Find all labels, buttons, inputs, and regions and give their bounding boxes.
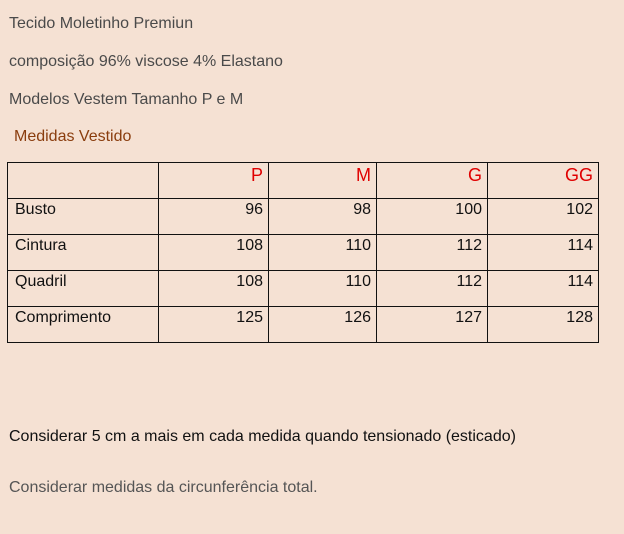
table-header-row	[8, 163, 599, 199]
table-cell: 125	[159, 307, 269, 343]
table-cell: 96	[159, 199, 269, 235]
table-cell: 102	[488, 199, 599, 235]
table-cell: 114	[488, 271, 599, 307]
header-size-g: G	[377, 163, 488, 199]
table-cell: 110	[269, 271, 377, 307]
header-size-m: M	[269, 163, 377, 199]
header-size-p: P	[159, 163, 269, 199]
size-table	[7, 162, 599, 343]
table-cell: 112	[377, 271, 488, 307]
table-cell: 108	[159, 235, 269, 271]
table-row	[8, 307, 599, 343]
fabric-name: Tecido Moletinho Premiun	[9, 15, 194, 32]
header-size-gg: GG	[488, 163, 599, 199]
row-label: Comprimento	[8, 307, 159, 343]
row-label: Busto	[8, 199, 159, 235]
header-empty-cell	[8, 163, 159, 199]
table-cell: 98	[269, 199, 377, 235]
table-cell: 100	[377, 199, 488, 235]
model-size-info: Modelos Vestem Tamanho P e M	[9, 91, 244, 108]
table-row	[8, 199, 599, 235]
circumference-note: Considerar medidas da circunferência total.	[9, 479, 318, 496]
table-cell: 114	[488, 235, 599, 271]
table-cell: 112	[377, 235, 488, 271]
table-cell: 128	[488, 307, 599, 343]
section-title: Medidas Vestido	[14, 128, 132, 145]
row-label: Quadril	[8, 271, 159, 307]
fabric-composition: composição 96% viscose 4% Elastano	[9, 53, 283, 70]
table-cell: 126	[269, 307, 377, 343]
row-label: Cintura	[8, 235, 159, 271]
table-cell: 127	[377, 307, 488, 343]
table-cell: 110	[269, 235, 377, 271]
table-cell: 108	[159, 271, 269, 307]
stretch-note: Considerar 5 cm a mais em cada medida quando tensionado (esticado)	[9, 428, 516, 445]
table-row	[8, 235, 599, 271]
table-row	[8, 271, 599, 307]
